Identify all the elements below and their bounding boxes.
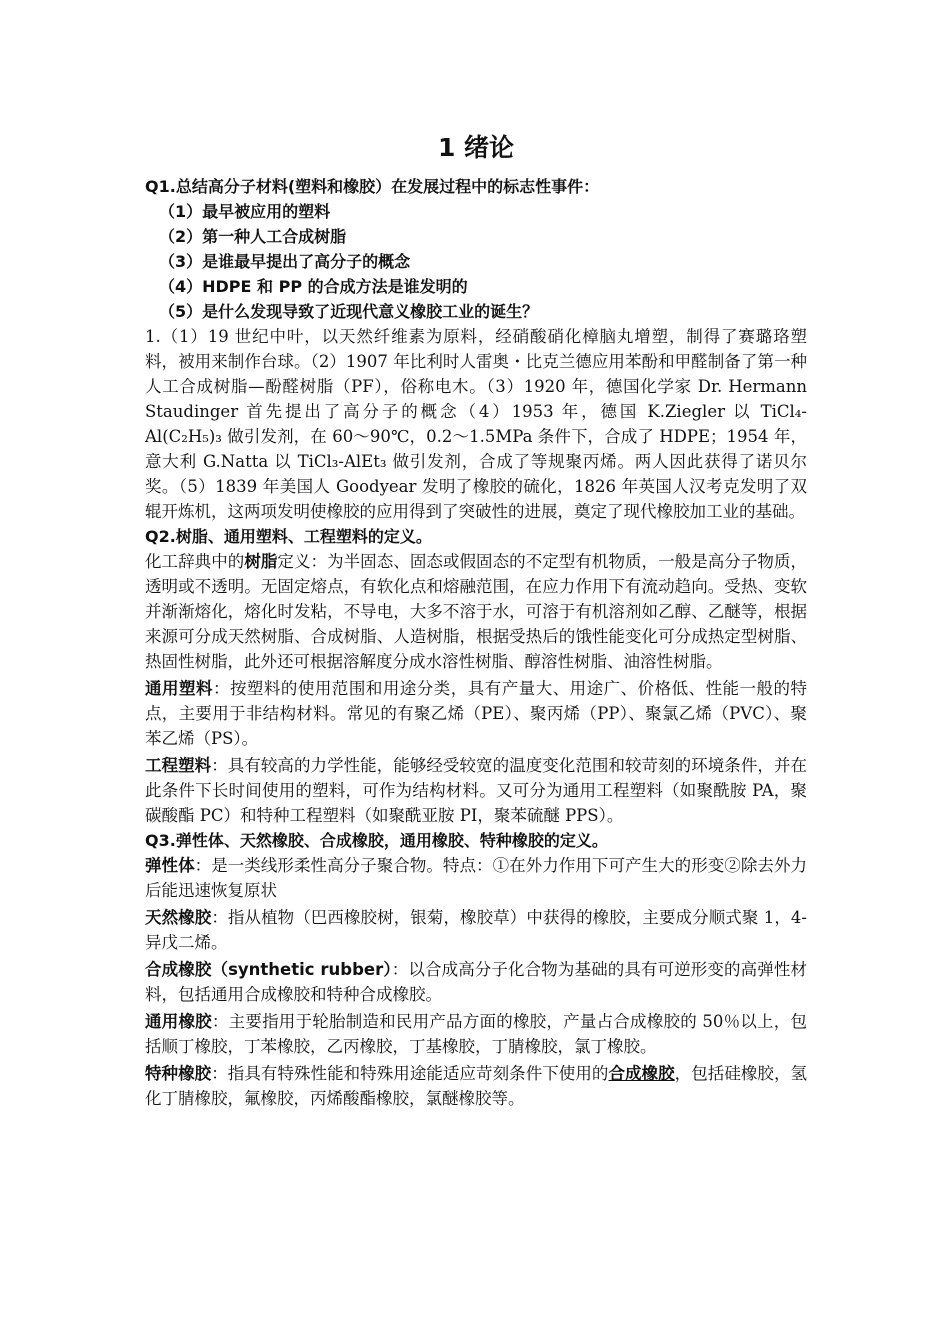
special-rubber-text-2: ，包括硅橡胶，氢化丁腈橡胶，氟橡胶，丙烯酸酯橡胶，氯醚橡胶等。 — [145, 1064, 808, 1108]
special-rubber-text-1: ：指具有特殊性能和特殊用途能适应苛刻条件下使用的 — [211, 1064, 609, 1083]
resin-prefix: 化工辞典中的 — [145, 552, 245, 571]
q1-sub-1: （1）最早被应用的塑料 — [159, 202, 331, 221]
q3-general-rubber-paragraph — [145, 1009, 807, 1059]
document-page — [145, 128, 807, 1111]
chapter-title: 1 绪论 — [437, 133, 515, 162]
q2-general-plastic-paragraph — [145, 676, 807, 751]
q3-synthetic-rubber-paragraph — [145, 957, 807, 1007]
elastomer-text: ：是一类线形柔性高分子聚合物。特点：①在外力作用下可产生大的形变②除去外力后能迅速恢复原状 — [145, 856, 808, 900]
q3-elastomer-paragraph — [145, 853, 807, 903]
q1-sub-4: （4）HDPE 和 PP 的合成方法是谁发明的 — [159, 277, 468, 296]
synthetic-rubber-term: 合成橡胶（synthetic rubber） — [145, 960, 392, 979]
general-rubber-term: 通用橡胶 — [145, 1012, 212, 1031]
q1-question: Q1.总结高分子材料(塑料和橡胶）在发展过程中的标志性事件： — [145, 177, 600, 196]
q1-sub-3: （3）是谁最早提出了高分子的概念 — [159, 252, 411, 271]
engineering-plastic-text: ：具有较高的力学性能，能够经受较宽的温度变化范围和较苛刻的环境条件，并在此条件下长时间使用的塑料，可作为结构材料。又可分为通用工程塑料（如聚酰胺 PA，聚碳酸酯 PC）和特种工程塑料（如聚酰亚胺 PI，聚苯硫醚 PPS）。 — [145, 756, 808, 825]
elastomer-term: 弹性体 — [145, 856, 195, 875]
q3-natural-rubber-paragraph — [145, 905, 807, 955]
resin-text: 定义：为半固态、固态或假固态的不定型有机物质，一般是高分子物质，透明或不透明。无固定熔点，有软化点和熔融范围，在应力作用下有流动趋向。受热、变软并渐渐熔化，熔化时发粘，不导电，大多不溶于水，可溶于有机溶剂如乙醇、乙醚等，根据来源可分成天然树脂、合成树脂、人造树脂，根据受热后的饿性能变化可分成热定型树脂、热固性树脂，此外还可根据溶解度分成水溶性树脂、醇溶性树脂、油溶性树脂。 — [145, 552, 808, 671]
q2-resin-paragraph — [145, 549, 807, 674]
q2-engineering-plastic-paragraph — [145, 753, 807, 828]
q1-answer: 1.（1）19 世纪中叶，以天然纤维素为原料，经硝酸硝化樟脑丸增塑，制得了赛璐珞塑料，被用来制作台球。（2）1907 年比利时人雷奥・比克兰德应用苯酚和甲醛制备了第一种人工合成树脂—酚醛树脂（PF），俗称电木。（3）1920 年，德国化学家 Dr. Hermann Staudinger 首先提出了高分子的概念（4）1953 年，德国 K.Ziegler 以 TiCl₄-Al(C₂H₅)₃ 做引发剂，在 60～90℃，0.2～1.5MPa 条件下，合成了 HDPE；1954 年，意大利 G.Natta 以 TiCl₃-AlEt₃ 做引发剂，合成了等规聚丙烯。两人因此获得了诺贝尔奖。（5）1839 年美国人 Goodyear 发明了橡胶的硫化，1826 年英国人汉考克发明了双辊开炼机，这两项发明使橡胶的应用得到了突破性的进展，奠定了现代橡胶加工业的基础。 — [145, 327, 807, 521]
general-plastic-text: ：按塑料的使用范围和用途分类，具有产量大、用途广、价格低、性能一般的特点，主要用于非结构材料。常见的有聚乙烯（PE）、聚丙烯（PP）、聚氯乙烯（PVC）、聚苯乙烯（PS）。 — [145, 679, 808, 748]
q2-question: Q2.树脂、通用塑料、工程塑料的定义。 — [145, 527, 432, 546]
q1-sub-2: （2）第一种人工合成树脂 — [159, 227, 347, 246]
q3-question: Q3.弹性体、天然橡胶、合成橡胶，通用橡胶、特种橡胶的定义。 — [145, 831, 608, 850]
q1-sub-5: （5）是什么发现导致了近现代意义橡胶工业的诞生？ — [159, 302, 539, 321]
general-rubber-text: ：主要指用于轮胎制造和民用产品方面的橡胶，产量占合成橡胶的 50％以上，包括顺丁橡胶，丁苯橡胶，乙丙橡胶，丁基橡胶，丁腈橡胶，氯丁橡胶。 — [145, 1012, 807, 1056]
natural-rubber-text: ：指从植物（巴西橡胶树，银菊，橡胶草）中获得的橡胶，主要成分顺式聚 1，4-异戊二烯。 — [145, 908, 807, 952]
general-plastic-term: 通用塑料 — [145, 679, 213, 698]
q3-special-rubber-paragraph — [145, 1061, 807, 1111]
special-rubber-term: 特种橡胶 — [145, 1064, 212, 1083]
natural-rubber-term: 天然橡胶 — [145, 908, 212, 927]
resin-term: 树脂 — [244, 552, 278, 571]
synthetic-rubber-link[interactable]: 合成橡胶 — [608, 1064, 675, 1083]
engineering-plastic-term: 工程塑料 — [145, 756, 212, 775]
synthetic-rubber-text: ：以合成高分子化合物为基础的具有可逆形变的高弹性材料，包括通用合成橡胶和特种合成橡胶。 — [145, 960, 807, 1004]
